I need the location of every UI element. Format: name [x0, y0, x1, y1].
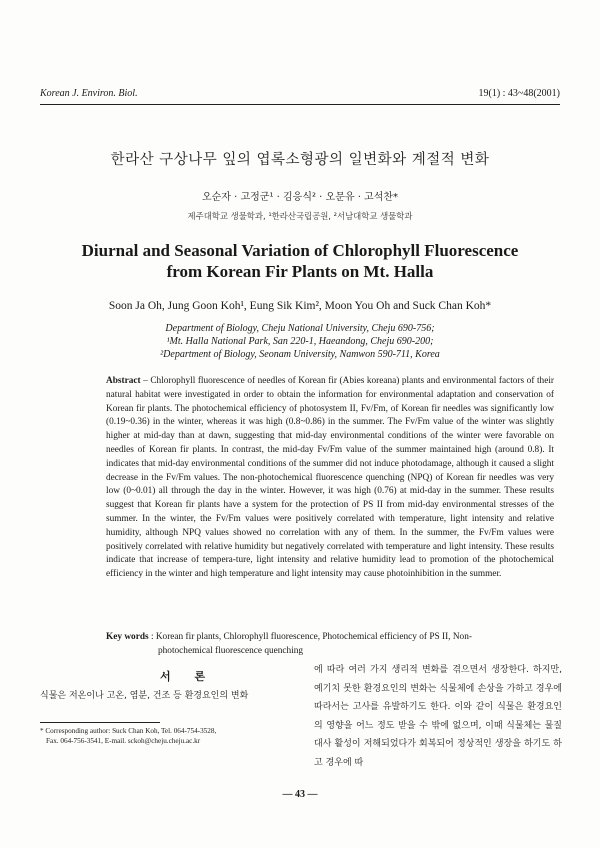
korean-affiliations: 제주대학교 생물학과, ¹한라산국립공원, ²서남대학교 생물학과 — [187, 211, 413, 221]
running-header — [40, 88, 560, 102]
korean-authors: 오순자 · 고정군¹ · 김응식² · 오문유 · 고석찬* — [201, 192, 399, 203]
abstract-text: – Chlorophyll fluorescence of needles of Korean fir (Abies koreana) plants and environmental factors of their natural habitat were investigated in order to obtain the information for environmental adaptation and conservation of Korean fir plants. The photochemical efficiency of photosystem II, Fv/Fm, of Korean fir needles was significantly low (0.19~0.36) in the winter, whereas it was high (0.8~0.86) in the summer. The Fv/Fm value of the winter was slightly higher at mid-day than at dawn, suggesting that mid-day environmental conditions of the winter were favorable on needles of Korean fir plants. In contrast, the mid-day Fv/Fm value of the summer maintained high (around 0.8). It indicates that mid-day environmental conditions of the summer did not induce photodamage, although it caused a slight decrease in the Fv/Fm values. The non-photochemical fluorescence quenching (NPQ) of Korean fir needles was very low (0~0.01) all through the day in the winter. However, it was high (0.76) at mid-day in the summer. These results suggest that Korean fir plants have a system for the protection of PS II from mid-day environmental stresses of the summer. In the winter, the Fv/Fm values were positively correlated with temperature, light intensity and relative humidity, although NPQ values showed no correlation with any of them. In the summer, the Fv/Fm values were positively correlated with relative humidity but negatively correlated with temperature and light intensity. These results indicate that increase of tempera-ture, light intensity and relative humidity lead to promotion of the photochemical efficiency in the winter and high temperature and light intensity may cause photoinhibition in the summer. — [106, 376, 555, 580]
header-rule — [40, 104, 560, 105]
english-title — [40, 240, 560, 282]
left-column-text: 식물은 저온이나 고온, 염분, 건조 등 환경요인의 변화 — [40, 691, 249, 701]
footnote-line-2: Fax. 064-756-3541, E-mail. sckoh@cheju.cheju.ac.kr — [46, 736, 201, 745]
abstract-label: Abstract — [106, 376, 141, 386]
corresponding-author-footnote — [40, 727, 300, 746]
volume-info: 19(1) : 43~48(2001) — [478, 88, 560, 99]
korean-title: 한라산 구상나무 잎의 엽록소형광의 일변화와 계절적 변화 — [110, 152, 490, 168]
english-title-line-1: Diurnal and Seasonal Variation of Chlorophyll Fluorescence — [81, 241, 519, 260]
abstract — [106, 375, 554, 582]
keywords-label: Key words — [106, 632, 149, 642]
affiliation-1: Department of Biology, Cheju National University, Cheju 690-756; — [165, 323, 435, 334]
keywords-line-2: photochemical fluorescence quenching — [158, 645, 304, 656]
page-number: — 43 — — [282, 789, 318, 800]
keywords-line-1: : Korean fir plants, Chlorophyll fluorescence, Photochemical efficiency of PS II, Non- — [150, 632, 472, 642]
right-column-text: 에 따라 여러 가지 생리적 변화를 겪으면서 생장한다. 하지만, 예기치 못한 환경요인의 변화는 식물체에 손상을 가하고 경우에 따라서는 고사를 유발하기도 한다. 이와 같이 식물은 환경요인의 영향을 어느 정도 받을 수 밖에 없으며, 이때 식물체는 물질대사 활성이 저해되었다가 회복되어 정상적인 생장을 하기도 하고 경우에 따 — [314, 665, 562, 768]
english-authors: Soon Ja Oh, Jung Goon Koh¹, Eung Sik Kim², Moon You Oh and Suck Chan Koh* — [108, 300, 492, 312]
affiliation-2: ¹Mt. Halla National Park, San 220-1, Haeandong, Cheju 690-200; — [166, 336, 434, 347]
keywords — [106, 631, 526, 659]
english-affiliations — [40, 322, 560, 361]
section-heading-introduction: 서 론 — [160, 670, 216, 683]
footnote-rule — [40, 722, 160, 723]
affiliation-3: ²Department of Biology, Seonam University, Namwon 590-711, Korea — [160, 349, 440, 360]
footnote-line-1: * Corresponding author: Suck Chan Koh, Tel. 064-754-3528, — [40, 727, 217, 735]
english-title-line-2: from Korean Fir Plants on Mt. Halla — [166, 262, 434, 281]
journal-name: Korean J. Environ. Biol. — [40, 88, 138, 99]
